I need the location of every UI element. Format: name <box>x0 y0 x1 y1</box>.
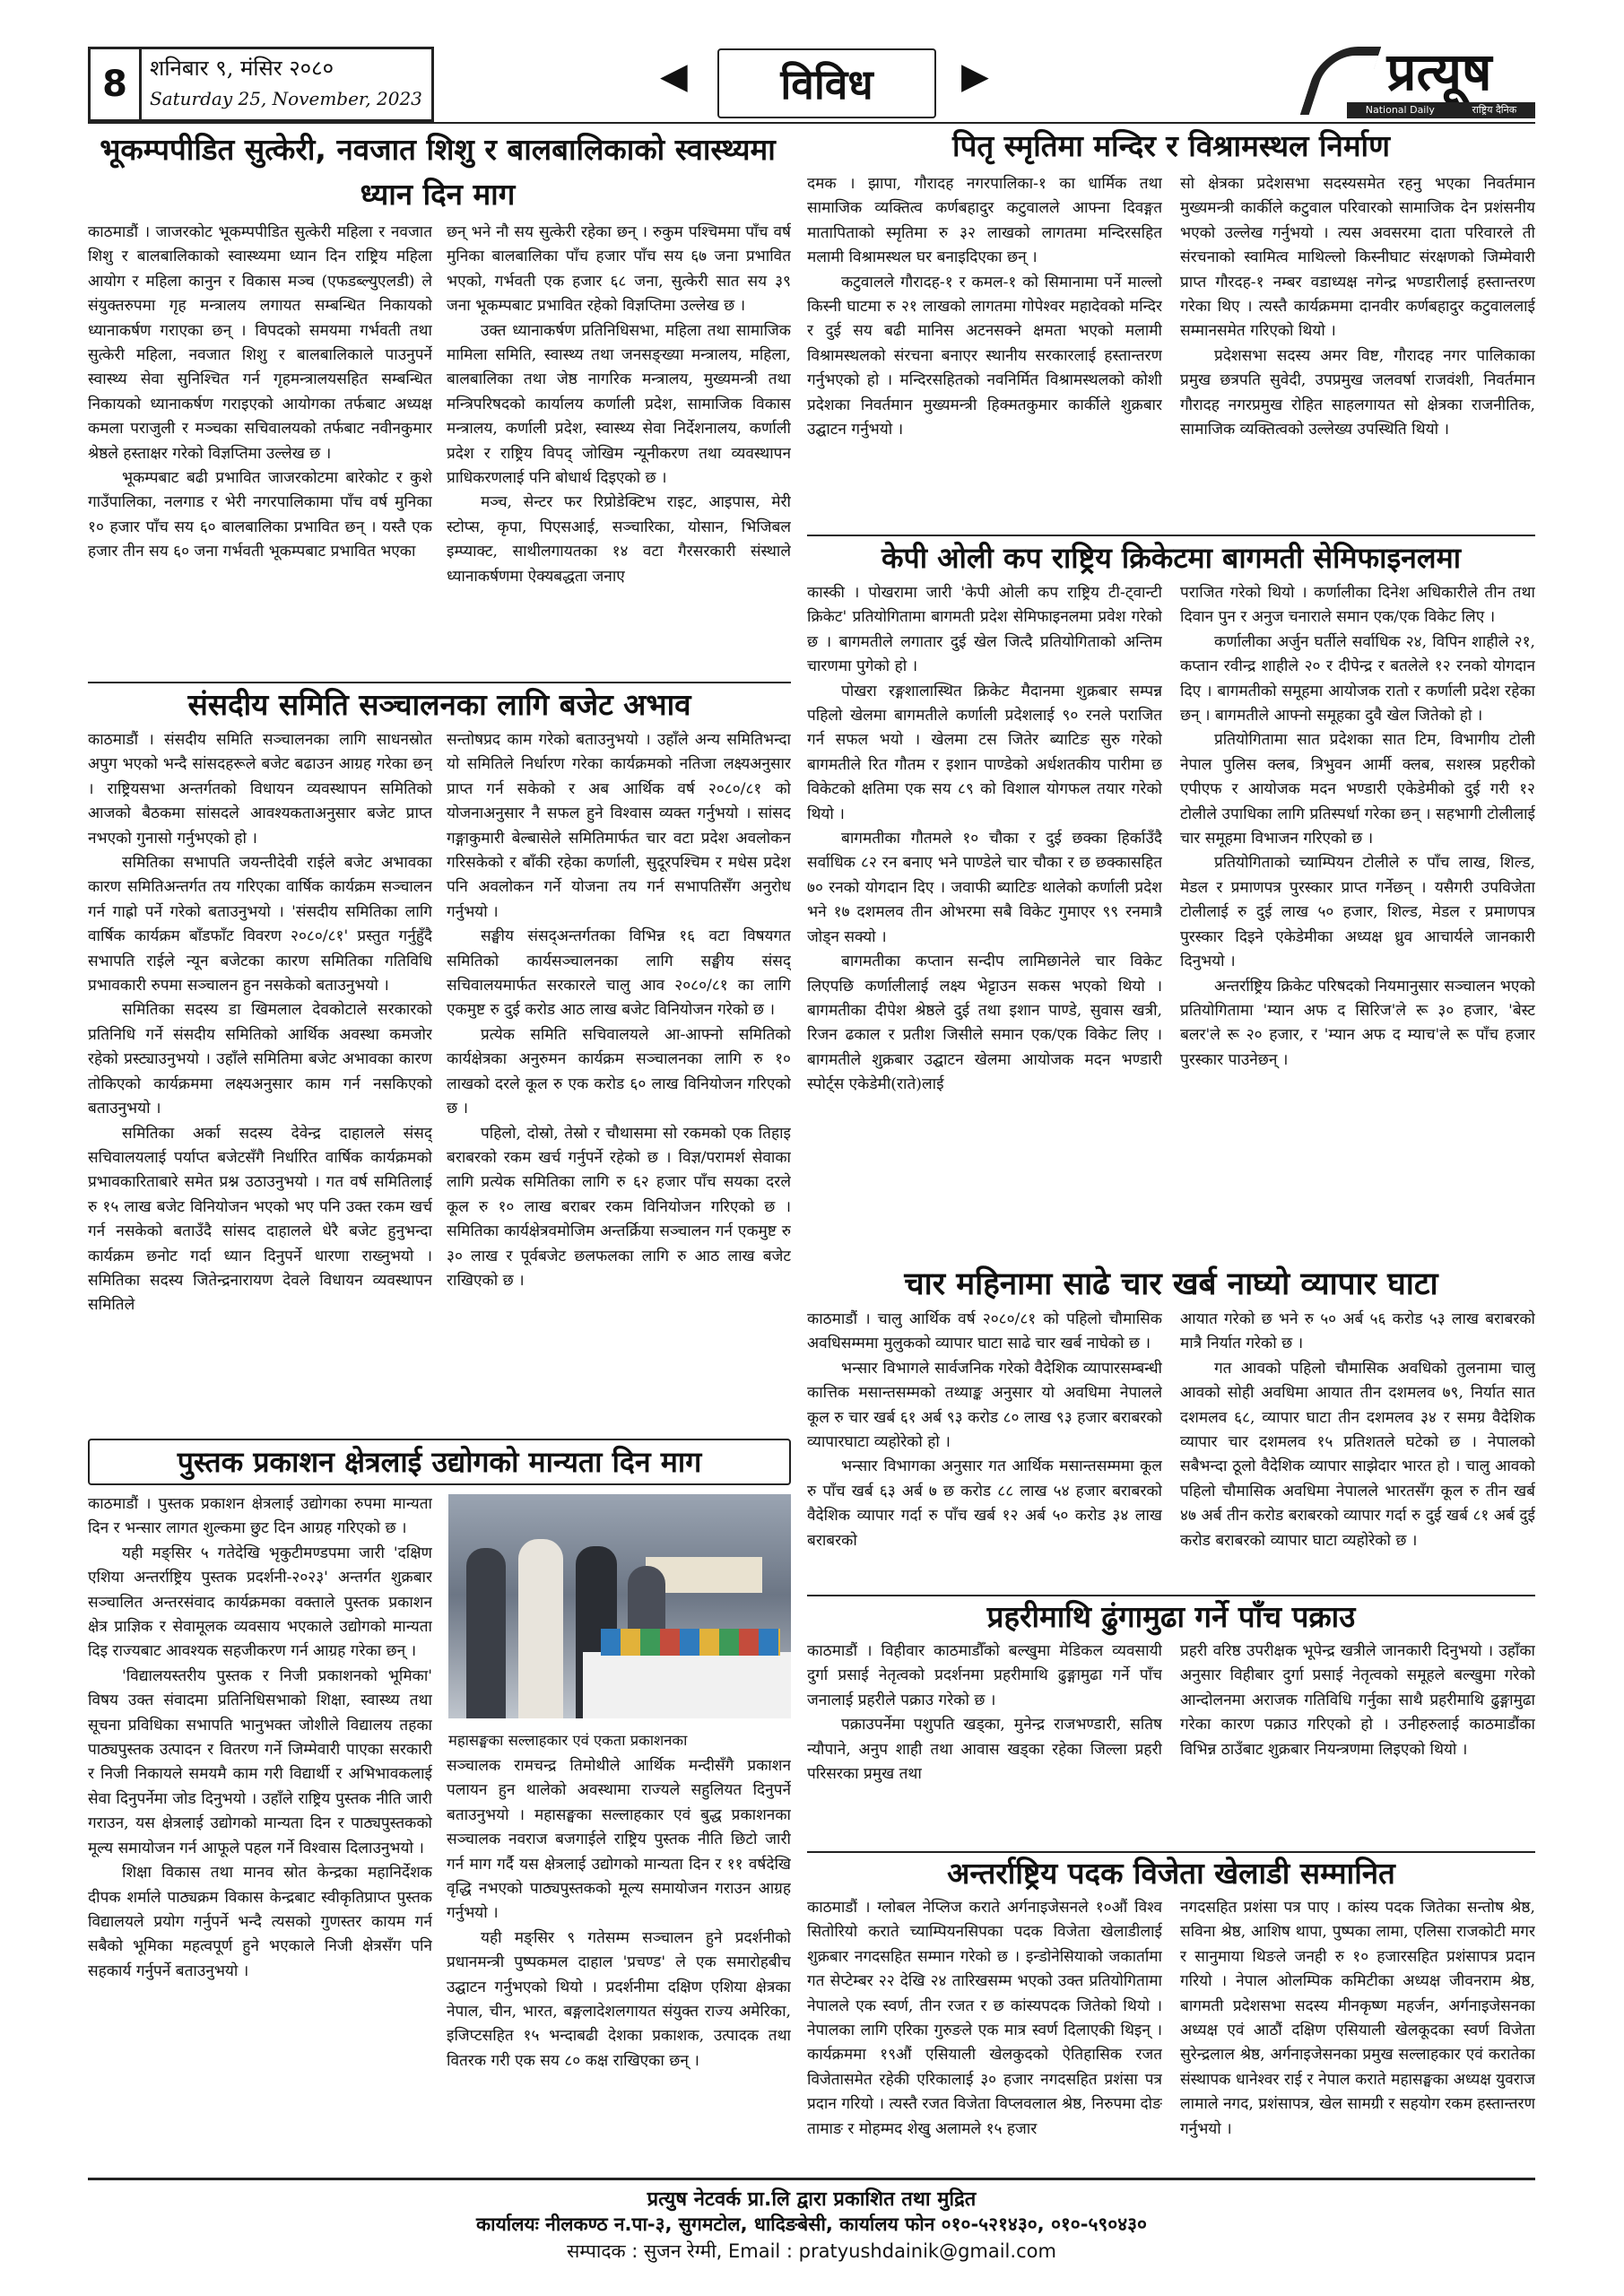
section-arrow-right-icon: ▶ <box>961 56 989 97</box>
paragraph: पहिलो, दोस्रो, तेस्रो र चौथासमा सो रकमको एक तिहाइ बराबरको रकम खर्च गर्नुपर्ने रहेको छ । विज्ञ/परामर्श सेवाका लागि प्रत्येक समितिका लागि रु ६२ हजार पाँच सयका दरले कूल रु १० लाख बराबर रकम विनियोजन गरिएको छ । समितिका कार्यक्षेत्रवमोजिम अन्तर्क्रिया सञ्चालन गर्न एकमुष्ट रु ३० लाख र पूर्वबजेट छलफलका लागि रु आठ लाख बजेट राखिएको छ । <box>447 1124 791 1290</box>
masthead-date-box <box>88 47 434 122</box>
photo-caption: महासङ्घका सल्लाहकार एवं एकता प्रकाशनका <box>448 1732 688 1749</box>
article-police-col1 <box>807 1639 1162 1849</box>
headline-athletes-honored: अन्तर्राष्ट्रिय पदक विजेता खेलाडी सम्मानित <box>947 1856 1395 1891</box>
paragraph: प्रदेशसभा सदस्य अमर विष्ट, गौरादह नगर पालिकाका प्रमुख छत्रपति सुवेदी, उपप्रमुख जलवर्षा राजवंशी, निवर्तमान गौरादह नगरप्रमुख रोहित साहलगायत सो क्षेत्रका राजनीतिक, सामाजिक व्यक्तित्वको उल्लेख्य उपस्थिति थियो । <box>1180 346 1535 439</box>
header-divider <box>88 122 1535 124</box>
headline-trade-deficit: चार महिनामा साढे चार खर्ब नाघ्यो व्यापार घाटा <box>904 1266 1438 1302</box>
date-nepali: शनिबार ९, मंसिर २०८० <box>150 56 334 81</box>
article-temple-col2 <box>1180 172 1535 531</box>
footer-address: कार्यालयः नीलकण्ठ न.पा-३, सुगमटोल, धादिङबेसी, कार्यालय फोन ०१०-५२१४३०, ०१०-५९०४३० <box>476 2213 1147 2235</box>
paragraph: कर्णालीका अर्जुन घर्तीले सर्वाधिक २४, विपिन शाहीले २१, कप्तान रवीन्द्र शाहीले २० र दीपेन्द्र र बतलेले १२ रनको योगदान दिए । बागमतीको समूहमा आयोजक रातो र कर्णाली प्रदेश रहेका छन् । बागमतीले आफ्नो समूहका दुवै खेल जितेको हो । <box>1180 632 1535 726</box>
article-trade-col1 <box>807 1308 1162 1593</box>
paragraph: पक्राउपर्नेमा पशुपति खड्का, मुनेन्द्र राजभण्डारी, सतिष न्यौपाने, अनुप शाही तथा आवास खड्का रहेका जिल्ला प्रहरी परिसरका प्रमुख तथा <box>807 1716 1162 1784</box>
photo-display-table <box>583 1652 791 1718</box>
paragraph: नगदसहित प्रशंसा पत्र पाए । कांस्य पदक जितेका सन्तोष श्रेष्ठ, सविना श्रेष्ठ, आशिष थापा, पुष्पका लामा, एलिसा राजकोटी मगर र सानुमाया थिङले जनही रु १० हजारसहित प्रशंसापत्र प्रदान गरियो । नेपाल ओलम्पिक कमिटीका अध्यक्ष जीवनराम श्रेष्ठ, बागमती प्रदेशसभा सदस्य मीनकृष्ण महर्जन, अर्गनाइजेसनका अध्यक्ष एवं आठौं दक्षिण एसियाली खेलकूदका स्वर्ण विजेता सुरेन्द्रलाल श्रेष्ठ, अर्गनाइजेसनका प्रमुख सल्लाहकार एवं करातेका संस्थापक धानेश्वर राई र नेपाल कराते महासङ्घका अध्यक्ष युवराज लामाले नगद, प्रशंसापत्र, खेल सामग्री र सहयोग रकम हस्तान्तरण गर्नुभयो । <box>1180 1899 1535 2138</box>
logo-sub-np: राष्ट्रिय दैनिक <box>1472 104 1517 116</box>
footer-publisher: प्रत्युष नेटवर्क प्रा.लि द्वारा प्रकाशित तथा मुद्रित <box>647 2188 977 2211</box>
article-athletes-col1 <box>807 1896 1162 2174</box>
paragraph: पराजित गरेको थियो । कर्णालीका दिनेश अधिकारीले तीन तथा दिवान पुन र अनुज चनाराले समान एक/एक विकेट लिए । <box>1180 584 1535 627</box>
paragraph: शिक्षा विकास तथा मानव स्रोत केन्द्रका महानिर्देशक दीपक शर्माले पाठ्यक्रम विकास केन्द्रबाट स्वीकृतिप्राप्त पुस्तक विद्यालयले प्रयोग गर्नुपर्ने भन्दै त्यसको गुणस्तर कायम गर्न सबैको भूमिका महत्वपूर्ण हुने भएकाले निजी क्षेत्रसँग पनि सहकार्य गर्नुपर्ने बताउनुभयो । <box>88 1864 432 1980</box>
paragraph: उक्त ध्यानाकर्षण प्रतिनिधिसभा, महिला तथा सामाजिक मामिला समिति, स्वास्थ्य तथा जनसङ्ख्या मन्त्रालय, महिला, बालबालिका तथा जेष्ठ नागरिक मन्त्रालय, मुख्यमन्त्री तथा मन्त्रिपरिषदको कार्यालय कर्णाली प्रदेश, सामाजिक विकास मन्त्रालय, कर्णाली प्रदेश, स्वास्थ्य सेवा निर्देशनालय, कर्णाली प्रदेश र राष्ट्रिय विपद् जोखिम न्यूनीकरण तथा व्यवस्थापन प्राधिकरणलाई पनि बोधार्थ दिइएको छ । <box>447 321 791 488</box>
headline-box-book-publishing <box>88 1439 791 1485</box>
logo-strip <box>1347 102 1535 118</box>
book-fair-photo <box>448 1494 791 1718</box>
article-committee-col2 <box>447 728 791 1437</box>
masthead-logo <box>1311 41 1535 118</box>
paragraph: काठमाडौं । संसदीय समिति सञ्चालनका लागि साधनस्रोत अपुग भएको भन्दै सांसदहरूले बजेट बढाउन आग्रह गरेका छन् । राष्ट्रियसभा अन्तर्गतको विधायन व्यवस्थापन समितिको आजको बैठकमा सांसदले आवश्यकताअनुसार बजेट प्राप्त नभएको गुनासो गर्नुभएको हो । <box>88 731 432 848</box>
photo-books <box>601 1629 780 1656</box>
article-cricket-col1 <box>807 581 1162 1263</box>
paragraph: 'विद्यालयस्तरीय पुस्तक र निजी प्रकाशनको भूमिका' विषय उक्त संवादमा प्रतिनिधिसभाको शिक्षा, स्वास्थ्य तथा सूचना प्रविधिका सभापति भानुभक्त जोशीले विद्यालय तहका पाठ्यपुस्तक उत्पादन र वितरण गर्ने जिम्मेवारी पाएका सरकारी र निजी निकायले समयमै काम गरी विद्यार्थी र अभिभावकलाई सेवा दिनुपर्नेमा जोड दिनुभयो । उहाँले राष्ट्रिय पुस्तक नीति जारी गराउन, यस क्षेत्रलाई उद्योगको मान्यता दिन र पाठ्यपुस्तकको मूल्य समायोजन गर्न आफूले पहल गर्ने विश्वास दिलाउनुभयो । <box>88 1666 432 1857</box>
article-earthquake-col2 <box>447 221 791 669</box>
paragraph: समितिका अर्का सदस्य देवेन्द्र दाहालले संसद् सचिवालयलाई पर्याप्त बजेटसँगै निर्धारित वार्षिक कार्यक्रमको प्रभावकारिताबारे समेत प्रश्न उठाउनुभयो । गत वर्ष समितिलाई रु १५ लाख बजेट विनियोजन भएको भए पनि उक्त रकम खर्च गर्न नसकेको बताउँदै सांसद दाहालले धेरै बजेट हुनुभन्दा कार्यक्रम छनोट गर्दा ध्यान दिनुपर्ने धारणा राख्नुभयो । समितिका सदस्य जितेन्द्रनारायण देवले विधायन व्यवस्थापन समितिले <box>88 1124 432 1315</box>
paragraph: काठमाडौं । जाजरकोट भूकम्पपीडित सुत्केरी महिला र नवजात शिशु र बालबालिकाको स्वास्थ्यमा ध्यान दिन राष्ट्रिय महिला आयोग र महिला कानुन र विकास मञ्च (एफडब्ल्युएलडी) ले संयुक्तरुपमा गृह मन्त्रालय लगायत सम्बन्धित निकायको ध्यानाकर्षण गराएका छन् । विपदको समयमा गर्भवती तथा सुत्केरी महिला, नवजात शिशु र बालबालिकाले पाउनुपर्ने स्वास्थ्य सेवा सुनिश्चित गर्न गृहमन्त्रालयसहित सम्बन्धित निकायको ध्यानाकर्षण गराइएको आयोगका तर्फबाट अध्यक्ष कमला पराजुली र मञ्चका सचिवालयको तर्फबाट नवीनकुमार श्रेष्ठले हस्ताक्षर गरेको विज्ञप्तिमा उल्लेख छ । <box>88 223 432 463</box>
footer-divider <box>88 2178 1535 2180</box>
photo-person <box>518 1539 563 1718</box>
paragraph: सो क्षेत्रका प्रदेशसभा सदस्यसमेत रहनु भएका निवर्तमान मुख्यमन्त्री कार्कीले कटुवाल परिवारको सामाजिक देन प्रशंसनीय भएको उल्लेख गर्नुभयो । त्यस अवसरमा दाता परिवारले ती संरचनाको स्वामित्व माथिल्लो किस्नीघाट संरक्षणको जिम्मेवारी प्राप्त गौरदह-१ नम्बर वडाध्यक्ष नगेन्द्र भण्डारीलाई हस्तान्तरण गरेका थिए । त्यस्तै कार्यक्रममा दानवीर कर्णबहादुर कटुवाललाई सम्मानसमेत गरिएको थियो । <box>1180 175 1535 341</box>
paragraph: भूकम्पबाट बढी प्रभावित जाजरकोटमा बारेकोट र कुशे गाउँपालिका, नलगाड र भेरी नगरपालिकामा पाँच वर्ष मुनिका १० हजार पाँच सय ६० बालबालिका प्रभावित छन् । यस्तै एक हजार तीन सय ६० जना गर्भवती भूकम्पबाट प्रभावित भएका <box>88 469 432 561</box>
paragraph: प्रत्येक समिति सचिवालयले आ-आफ्नो समितिको कार्यक्षेत्रका अनुरुमन कार्यक्रम सञ्चालनका लागि रु १० लाखको दरले कूल रु एक करोड ६० लाख विनियोजन गरिएको छ । <box>447 1025 791 1118</box>
article-temple-col1 <box>807 172 1162 531</box>
article-book-col1 <box>88 1492 432 2174</box>
paragraph: बागमतीका गौतमले १० चौका र दुई छक्का हिर्काउँदै सर्वाधिक ८२ रन बनाए भने पाण्डेले चार चौका र छ छक्कासहित ७० रनको योगदान दिए । जवाफी ब्याटिङ थालेको कर्णाली प्रदेश भने १७ दशमलव तीन ओभरमा सबै विकेट गुमाएर ९९ रनमात्रै जोड्न सक्यो । <box>807 830 1162 946</box>
article-police-col2 <box>1180 1639 1535 1849</box>
logo-sub-en: National Daily <box>1365 104 1435 116</box>
paragraph: बागमतीका कप्तान सन्दीप लामिछानेले चार विकेट लिएपछि कर्णालीलाई लक्ष्य भेट्टाउन सकस भएको थियो । बागमतीका दीपेश श्रेष्ठले दुई तथा इशान पाण्डे, सुवास खत्री, रिजन ढकाल र प्रतीश जिसीले समान एक/एक विकेट लिए । बागमतीले शुक्रबार उद्घाटन खेलमा आयोजक मदन भण्डारी स्पोर्ट्स एकेडेमी(राते)लाई <box>807 952 1162 1094</box>
headline-earthquake-health: भूकम्पपीडित सुत्केरी, नवजात शिशु र बालबालिकाको स्वास्थ्यमा ध्यान दिन माग <box>100 132 776 212</box>
headline-committee-budget: संसदीय समिति सञ्चालनका लागि बजेट अभाव <box>187 687 691 722</box>
date-english: Saturday 25, November, 2023 <box>150 88 422 109</box>
paragraph: काठमाडौं । चालु आर्थिक वर्ष २०८०/८१ को पहिलो चौमासिक अवधिसम्ममा मुलुकको व्यापार घाटा साढे चार खर्ब नाघेको छ । <box>807 1310 1162 1353</box>
paragraph: पोखरा रङ्गशालास्थित क्रिकेट मैदानमा शुक्रबार सम्पन्न पहिलो खेलमा बागमतीले कर्णाली प्रदेशलाई ९० रनले पराजित गर्न सफल भयो । खेलमा टस जितेर ब्याटिङ सुरु गरेको बागमतीले रित गौतम र इशान पाण्डेको अर्धशतकीय पारीमा छ विकेटको क्षतिमा एक सय ८९ को विशाल योगफल तयार गरेको थियो । <box>807 682 1162 823</box>
article-trade-col2 <box>1180 1308 1535 1593</box>
paragraph: आयात गरेको छ भने रु ५० अर्ब ५६ करोड ५३ लाख बराबरको मात्रै निर्यात गरेको छ । <box>1180 1310 1535 1353</box>
headline-book-publishing: पुस्तक प्रकाशन क्षेत्रलाई उद्योगको मान्यता दिन माग <box>177 1445 702 1479</box>
paragraph: अन्तर्राष्ट्रिय क्रिकेट परिषदको नियमानुसार सञ्चालन भएको प्रतियोगितामा 'म्यान अफ द सिरिज'ले रू ३० हजार, 'बेस्ट बलर'ले रू २० हजार, र 'म्यान अफ द म्याच'ले रू पाँच हजार पुरस्कार पाउनेछन् । <box>1180 977 1535 1069</box>
article-book-col2 <box>447 1754 791 2174</box>
paragraph: कास्की । पोखरामा जारी 'केपी ओली कप राष्ट्रिय टी-ट्वान्टी क्रिकेट' प्रतियोगितामा बागमती प्रदेश सेमिफाइनलमा प्रवेश गरेको छ । बागमतीले लगातार दुई खेल जित्दै प्रतियोगिताको अन्तिम चारणमा पुगेको हो । <box>807 584 1162 676</box>
footer-editor: सम्पादक : सुजन रेग्मी, Email : pratyushdainik@gmail.com <box>567 2240 1056 2262</box>
section-arrow-left-icon: ◀ <box>660 56 688 97</box>
paragraph: काठमाडौं । विहीवार काठमाडौँको बल्खुमा मेडिकल व्यवसायी दुर्गा प्रसाई नेतृत्वको प्रदर्शनमा प्रहरीमाथि ढुङ्गामुढा गर्ने पाँच जनालाई प्रहरीले पक्राउ गरेको छ । <box>807 1642 1162 1709</box>
paragraph: गत आवको पहिलो चौमासिक अवधिको तुलनामा चालु आवको सोही अवधिमा आयात तीन दशमलव ७९, निर्यात सात दशमलव ६८, व्यापार घाटा तीन दशमलव ३४ र समग्र वैदेशिक व्यापार चार दशमलव १५ प्रतिशतले घटेको छ । नेपालको सबैभन्दा ठूलो वैदेशिक व्यापार साझेदार भारत हो । चालु आवको पहिलो चौमासिक अवधिमा नेपालले भारतसँग कूल रु तीन खर्ब ४७ अर्ब तीन करोड बराबरको व्यापार गर्दा रु दुई खर्ब ८१ अर्ब दुई करोड बराबरको व्यापार घाटा व्यहोरेको छ । <box>1180 1359 1535 1550</box>
paragraph: छन् भने नौ सय सुत्केरी रहेका छन् । रुकुम पश्चिममा पाँच वर्ष मुनिका बालबालिका पाँच हजार पाँच सय ६७ जना प्रभावित भएको, गर्भवती एक हजार ६८ जना, सुत्केरी सात सय ३९ जना भूकम्पबाट प्रभावित रहेको विज्ञप्तिमा उल्लेख छ । <box>447 223 791 316</box>
logo-wordmark: प्रत्यूष <box>1386 41 1492 102</box>
paragraph: काठमाडौं । ग्लोबल नेप्लिज कराते अर्गनाइजेसनले १०औं विश्व सितोरियो कराते च्याम्पियनसिपका पदक विजेता खेलाडीलाई शुक्रबार नगदसहित सम्मान गरेको छ । इन्डोनेसियाको जकार्तामा गत सेप्टेम्बर २२ देखि २४ तारिखसम्म भएको उक्त प्रतियोगितामा नेपालले एक स्वर्ण, तीन रजत र छ कांस्यपदक जितेको थियो । नेपालका लागि एरिका गुरुङले एक मात्र स्वर्ण दिलाएकी थिइन् । कार्यक्रममा १९औं एसियाली खेलकुदको ऐतिहासिक रजत विजेतासमेत रहेकी एरिकालाई ३० हजार नगदसहित प्रशंसा पत्र प्रदान गरियो । त्यस्तै रजत विजेता विप्लवलाल श्रेष्ठ, निरुपमा दोङ तामाङ र मोहम्मद शेखु अलामले १५ हजार <box>807 1899 1162 2138</box>
paragraph: कटुवालले गौरादह-१ र कमल-१ को सिमानामा पर्ने माल्लो किस्नी घाटमा रु २१ लाखको लागतमा गोपेश्वर महादेवको मन्दिर र दुई सय बढी मानिस अटनसक्ने क्षमता भएको मलामी विश्रामस्थलको संरचना बनाएर स्थानीय सरकारलाई हस्तान्तरण गर्नुभएको हो । मन्दिरसहितको नवनिर्मित विश्रामस्थलको कोशी प्रदेशका निवर्तमान मुख्यमन्त्री हिक्मतकुमार कार्कीले शुक्रबार उद्घाटन गर्नुभयो । <box>807 273 1162 439</box>
headline-police-arrest: प्रहरीमाथि ढुंगामुढा गर्ने पाँच पक्राउ <box>986 1599 1356 1634</box>
paragraph: सङ्घीय संसद्अन्तर्गतका विभिन्न १६ वटा विषयगत समितिको कार्यसञ्चालनका लागि सङ्घीय संसद् सचिवालयमार्फत सरकारले चालु आव २०८०/८१ का लागि एकमुष्ट रु दुई करोड आठ लाख बजेट विनियोजन गरेको छ । <box>447 927 791 1020</box>
paragraph: भन्सार विभागले सार्वजनिक गरेको वैदेशिक व्यापारसम्बन्धी कात्तिक मसान्तसम्मको तथ्याङ्क अनुसार यो अवधिमा नेपालले कूल रु चार खर्ब ६१ अर्ब ९३ करोड ८० लाख ९३ हजार बराबरको व्यापारघाटा व्यहोरेको हो । <box>807 1359 1162 1452</box>
paragraph: प्रतियोगिताको च्याम्पियन टोलीले रु पाँच लाख, शिल्ड, मेडल र प्रमाणपत्र पुरस्कार प्राप्त गर्नेछन् । यसैगरी उपविजेता टोलीलाई रु दुई लाख ५० हजार, शिल्ड, मेडल र प्रमाणपत्र पुरस्कार दिइने एकेडेमीका अध्यक्ष ध्रुव आचार्यले जानकारी दिनुभयो । <box>1180 854 1535 971</box>
article-earthquake-col1 <box>88 221 432 669</box>
paragraph: समितिका सदस्य डा खिमलाल देवकोटाले सरकारको प्रतिनिधि गर्ने संसदीय समितिको आर्थिक अवस्था कमजोर रहेको प्रस्ट्याउनुभयो । उहाँले समितिमा बजेट अभावका कारण तोकिएको कार्यक्रममा लक्ष्यअनुसार काम गर्न नसकिएको बताउनुभयो । <box>88 1001 432 1118</box>
page-number: 8 <box>102 64 127 105</box>
paragraph: सञ्चालक रामचन्द्र तिमोथीले आर्थिक मन्दीसँगै प्रकाशन पलायन हुन थालेको अवस्थामा राज्यले सहुलियत दिनुपर्ने बताउनुभयो । महासङ्घका सल्लाहकार एवं बुद्ध प्रकाशनका सञ्चालक नवराज बजगाईले राष्ट्रिय पुस्तक नीति छिटो जारी गर्न माग गर्दै यस क्षेत्रलाई उद्योगको मान्यता दिन र ११ वर्षदेखि वृद्धि नभएको पाठ्यपुस्तकको मूल्य समायोजन गराउन आग्रह गर्नुभयो । <box>447 1757 791 1923</box>
paragraph: प्रतियोगितामा सात प्रदेशका सात टिम, विभागीय टोली नेपाल पुलिस क्लब, त्रिभुवन आर्मी क्लब, सशस्त्र प्रहरीको एपीएफ र आयोजक मदन भण्डारी एकेडेमीको दुई गरी १२ टोलीले उपाधिका लागि प्रतिस्पर्धा गरेका छन् । सहभागी टोलीलाई चार समूहमा विभाजन गरिएको छ । <box>1180 731 1535 848</box>
paragraph: काठमाडौं । पुस्तक प्रकाशन क्षेत्रलाई उद्योगका रुपमा मान्यता दिन र भन्सार लागत शुल्कमा छुट दिन आग्रह गरिएको छ । <box>88 1495 432 1538</box>
photo-person <box>466 1548 506 1718</box>
paragraph: समितिका सभापति जयन्तीदेवी राईले बजेट अभावका कारण समितिअन्तर्गत तय गरिएका वार्षिक कार्यक्रम सञ्चालन गर्न गाह्रो पर्ने गरेको बताउनुभयो । 'संसदीय समितिका लागि वार्षिक कार्यक्रम बाँडफाँट विवरण २०८०/८१' प्रस्तुत गर्नुहुँदै सभापति राईले न्यून बजेटका कारण समितिका गतिविधि प्रभावकारी रुपमा सञ्चालन हुन नसकेको बताउनुभयो । <box>88 854 432 996</box>
paragraph: प्रहरी वरिष्ठ उपरीक्षक भूपेन्द्र खत्रीले जानकारी दिनुभयो । उहाँका अनुसार विहीबार दुर्गा प्रसाई नेतृत्वको समूहले बल्खुमा गरेको आन्दोलनमा अराजक गतिविधि गर्नुका साथै प्रहरीमाथि ढुङ्गामुढा गरेका कारण पक्राउ गरिएको हो । उनीहरुलाई काठमाडौंका विभिन्न ठाउँबाट शुक्रबार नियन्त्रणमा लिइएको थियो । <box>1180 1642 1535 1759</box>
divider <box>88 682 791 683</box>
paragraph: भन्सार विभागका अनुसार गत आर्थिक मसान्तसम्ममा कूल रु पाँच खर्ब ६३ अर्ब ७ छ करोड ८८ लाख ५४ हजार बराबरको वैदेशिक व्यापार गर्दा रु पाँच खर्ब १२ अर्ब ५० करोड ३४ लाख बराबरको <box>807 1457 1162 1550</box>
paragraph: सन्तोषप्रद काम गरेको बताउनुभयो । उहाँले अन्य समितिभन्दा यो समितिले निर्धारण गरेका कार्यक्रमको नतिजा लक्ष्यअनुसार प्राप्त गर्न सकेको र अब आर्थिक वर्ष २०८०/८१ को योजनाअनुसार नै सफल हुने विश्वास व्यक्त गर्नुभयो । सांसद गङ्गाकुमारी बेल्बासेले समितिमार्फत चार वटा प्रदेश अवलोकन गरिसकेको र बाँकी रहेका कर्णाली, सुदूरपश्चिम र मधेस प्रदेश पनि अवलोकन गर्ने योजना तय गर्न सभापतिसँग अनुरोध गर्नुभयो । <box>447 731 791 921</box>
section-title: विविध <box>717 48 936 118</box>
headline-cricket: केपी ओली कप राष्ट्रिय क्रिकेटमा बागमती सेमिफाइनलमा <box>881 541 1462 575</box>
headline-temple-rest-house: पितृ स्मृतिमा मन्दिर र विश्रामस्थल निर्माण <box>952 128 1390 163</box>
page-number-box <box>91 49 142 119</box>
paragraph: मञ्च, सेन्टर फर रिप्रोडेक्टिभ राइट, आइपास, मेरी स्टोप्स, कृपा, पिएसआई, सञ्चारिका, योसान, भिजिबल इम्प्याक्ट, साथीलगायतका १४ वटा गैरसरकारी संस्थाले ध्यानाकर्षणमा ऐक्यबद्धता जनाए <box>447 493 791 586</box>
paragraph: यही मङ्सिर ५ गतेदेखि भृकुटीमण्डपमा जारी 'दक्षिण एशिया अन्तर्राष्ट्रिय पुस्तक प्रदर्शनी-२०२३' अन्तर्गत शुक्रबार सञ्चालित अन्तरसंवाद कार्यक्रमका वक्ताले पुस्तक प्रकाशन क्षेत्र प्राज्ञिक र सेवामूलक व्यवसाय भएकाले उद्योगको मान्यता दिइ राज्यबाट आवश्यक सहजीकरण गर्न आग्रह गरेका छन् । <box>88 1544 432 1661</box>
article-committee-col1 <box>88 728 432 1437</box>
article-athletes-col2 <box>1180 1896 1535 2174</box>
article-cricket-col2 <box>1180 581 1535 1263</box>
paragraph: दमक । झापा, गौरादह नगरपालिका-१ का धार्मिक तथा सामाजिक व्यक्तित्व कर्णबहादुर कटुवालले आफ्ना दिवङ्गत मातापिताको स्मृतिमा रु ३२ लाखको लागतमा मन्दिरसहित मलामी विश्रामस्थल घर बनाइदिएका छन् । <box>807 175 1162 267</box>
paragraph: यही मङ्सिर ९ गतेसम्म सञ्चालन हुने प्रदर्शनीको प्रधानमन्त्री पुष्पकमल दाहाल 'प्रचण्ड' ले एक समारोहबीच उद्घाटन गर्नुभएको थियो । प्रदर्शनीमा दक्षिण एशिया क्षेत्रका नेपाल, चीन, भारत, बङ्गलादेशलगायत संयुक्त राज्य अमेरिका, इजिप्टसहित १५ भन्दाबढी देशका प्रकाशक, उत्पादक तथा वितरक गरी एक सय ८० कक्ष राखिएका छन् । <box>447 1928 791 2070</box>
divider <box>807 535 1535 536</box>
